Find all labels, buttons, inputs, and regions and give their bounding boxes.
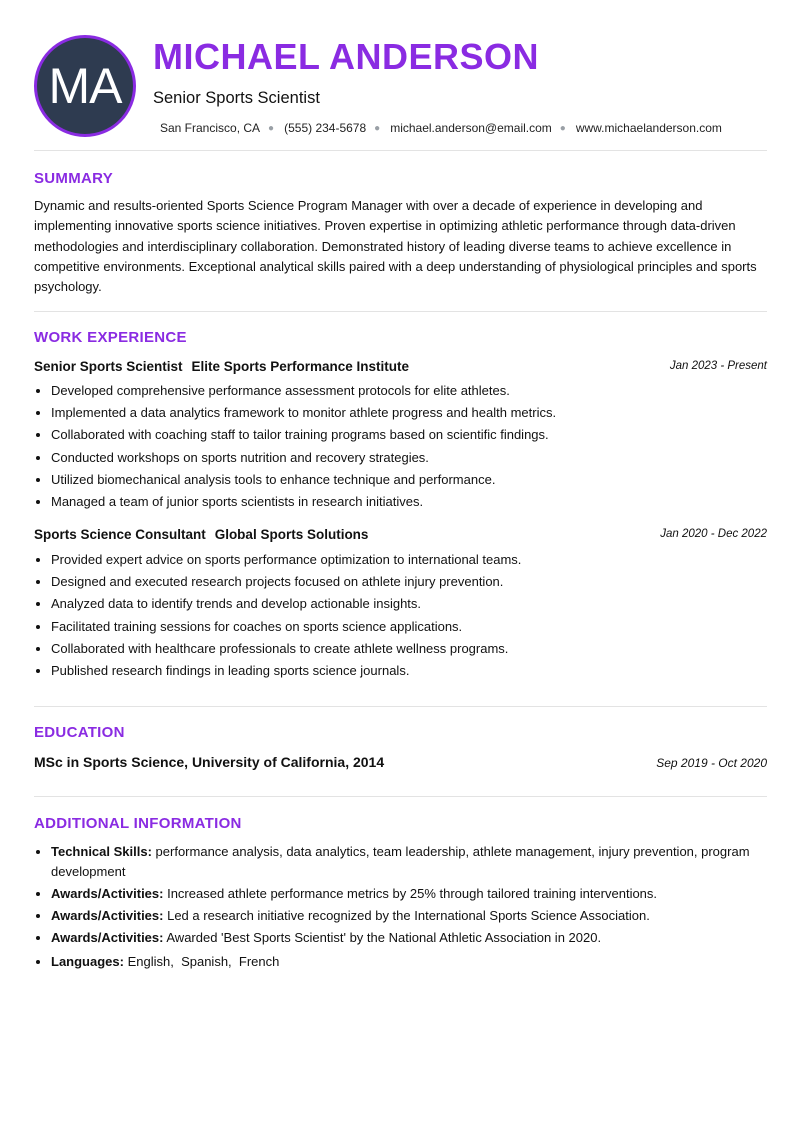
- item-label: Awards/Activities:: [51, 908, 164, 923]
- contact-phone: (555) 234-5678: [284, 121, 367, 135]
- summary-text: Dynamic and results-oriented Sports Science Program Manager with over a decade of experience in developing and implementing innovative sports science initiatives. Proven expertise in optimizing athletic performance through data-driven methodologies and interdisciplinary collaboration. Demonstrated history of leading diverse teams to achieve excellence in competitive environments. Exceptional analytical skills paired with a deep understanding of physiological principles and sports psychology.: [34, 198, 757, 295]
- divider: [34, 796, 767, 797]
- avatar-initials: MA: [48, 58, 122, 114]
- item-text: performance analysis, data analytics, team leadership, athlete management, injury prevention, program development: [51, 844, 750, 879]
- job-header: [34, 358, 767, 376]
- separator-dot-icon: ●: [559, 122, 566, 134]
- job-dates: Jan 2020 - Dec 2022: [660, 528, 767, 540]
- education-degree: MSc in Sports Science, University of California, 2014: [34, 754, 385, 770]
- list-item: • Utilized biomechanical analysis tools to enhance technique and performance.: [51, 469, 767, 491]
- experience-heading: WORK EXPERIENCE: [34, 329, 187, 346]
- divider: [34, 706, 767, 707]
- item-label: Awards/Activities:: [51, 930, 164, 945]
- divider: [34, 311, 767, 312]
- list-item: • Designed and executed research projects focused on athlete injury prevention.: [51, 571, 767, 593]
- item-label: Languages:: [51, 954, 124, 969]
- additional-list: [34, 842, 781, 974]
- contact-email[interactable]: michael.anderson@email.com: [390, 121, 552, 135]
- education-entry: [34, 754, 767, 772]
- item-text: English, Spanish, French: [127, 954, 280, 969]
- list-item: [51, 952, 781, 972]
- list-item: • Collaborated with healthcare professionals to create athlete wellness programs.: [51, 638, 767, 660]
- job-bullets: [34, 549, 767, 682]
- list-item: • Implemented a data analytics framework to monitor athlete progress and health metrics.: [51, 402, 767, 424]
- list-item: • Facilitated training sessions for coaches on sports science applications.: [51, 616, 767, 638]
- list-item: • Analyzed data to identify trends and develop actionable insights.: [51, 593, 767, 615]
- list-item: [51, 884, 781, 904]
- job-dates: Jan 2023 - Present: [669, 360, 767, 372]
- job-company: Global Sports Solutions: [214, 527, 369, 542]
- item-text: Increased athlete performance metrics by 25% through tailored training interventions.: [167, 886, 658, 901]
- list-item: • Managed a team of junior sports scientists in research initiatives.: [51, 491, 767, 513]
- job-title: Sports Science Consultant: [34, 527, 206, 542]
- separator-dot-icon: ●: [374, 122, 381, 134]
- education-heading: EDUCATION: [34, 724, 125, 741]
- job-title: Senior Sports Scientist: [34, 359, 183, 374]
- list-item: [51, 906, 781, 926]
- candidate-name: MICHAEL ANDERSON: [153, 36, 540, 77]
- additional-heading: ADDITIONAL INFORMATION: [34, 815, 242, 832]
- contact-website[interactable]: www.michaelanderson.com: [575, 121, 722, 135]
- list-item: • Developed comprehensive performance assessment protocols for elite athletes.: [51, 380, 767, 402]
- avatar: [34, 35, 136, 137]
- separator-dot-icon: ●: [268, 122, 275, 134]
- job-bullets: [34, 380, 767, 513]
- list-item: • Provided expert advice on sports performance optimization to international teams.: [51, 549, 767, 571]
- list-item: • Published research findings in leading sports science journals.: [51, 660, 767, 682]
- item-label: Awards/Activities:: [51, 886, 164, 901]
- list-item: [51, 928, 781, 948]
- item-text: Led a research initiative recognized by the International Sports Science Association.: [167, 908, 650, 923]
- contact-location: San Francisco, CA: [160, 121, 261, 135]
- job-header: [34, 526, 767, 544]
- list-item: • Collaborated with coaching staff to tailor training programs based on scientific findings.: [51, 424, 767, 446]
- divider: [34, 150, 767, 151]
- item-label: Technical Skills:: [51, 844, 152, 859]
- job-company: Elite Sports Performance Institute: [191, 359, 409, 374]
- candidate-title: Senior Sports Scientist: [153, 89, 320, 107]
- list-item: • Conducted workshops on sports nutrition and recovery strategies.: [51, 447, 767, 469]
- contact-bar: [160, 121, 722, 135]
- summary-heading: SUMMARY: [34, 170, 114, 187]
- list-item: [51, 842, 781, 882]
- education-dates: Sep 2019 - Oct 2020: [656, 756, 767, 770]
- item-text: Awarded 'Best Sports Scientist' by the National Athletic Association in 2020.: [166, 930, 602, 945]
